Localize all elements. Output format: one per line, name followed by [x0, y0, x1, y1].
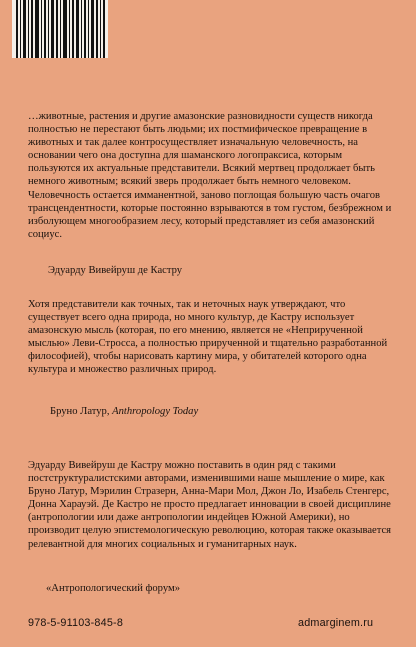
barcode — [12, 0, 108, 58]
publisher-website: admarginem.ru — [298, 617, 374, 629]
quote-2-attribution — [50, 405, 198, 418]
quote-3-text: Эдуарду Вивейруш де Кастру можно поставить в один ряд с такими постструктуралистскими авторами, изменившими наше мышление о мире, как Бруно Латур, Мэрилин Стразерн, Анна-Мари Мол, Джон Ло, Изабель Стенгерс, Донна Харауэй. Де Кастро не просто предлагает инновации в своей дисциплине (антропологии или даже антропологии индейцев Южной Америки), но производит целую эпистемологическую революцию, которая также оказывается релевантной для многих социальных и гуманитарных наук. — [28, 460, 392, 550]
quote-1-attribution: Эдуарду Вивейруш де Кастру — [48, 265, 183, 276]
quote-3-attribution: «Антропологический форум» — [46, 583, 180, 594]
isbn: 978-5-91103-845-8 — [28, 617, 124, 629]
quote-2-text: Хотя представители как точных, так и неточных наук утверждают, что существует всего одна природа, но много культур, де Кастру использует амазонскую мысль (которая, по его мнению, является не «Неприрученной мыслью» Леви-Стросса, а полностью прирученной и тщательно разработанной философией), чтобы нарисовать картину мира, у обитателей которого одна культура и множество различных природ. — [28, 299, 388, 376]
quote-1-text: …животные, растения и другие амазонские разновидности существ никогда полностью не перестают быть людьми; их постмифическое превращение в животных и так далее контросуществляет изначальную человечность, на основании чего она доступна для шаманского логопраксиса, которым пользуются их актуальные представители. Всякий мертвец продолжает быть немного животным; всякий зверь продолжает быть немного человеком. Человечность остается имманентной, заново поглощая большую часть очагов трансцендентности, которые постоянно взрываются в том густом, безбрежном и изболующем многообразием лесу, который представляет из себя амазонский социус. — [28, 111, 392, 240]
quote-2-author: Бруно Латур, — [50, 406, 110, 417]
quote-2-source: Anthropology Today — [112, 406, 199, 417]
